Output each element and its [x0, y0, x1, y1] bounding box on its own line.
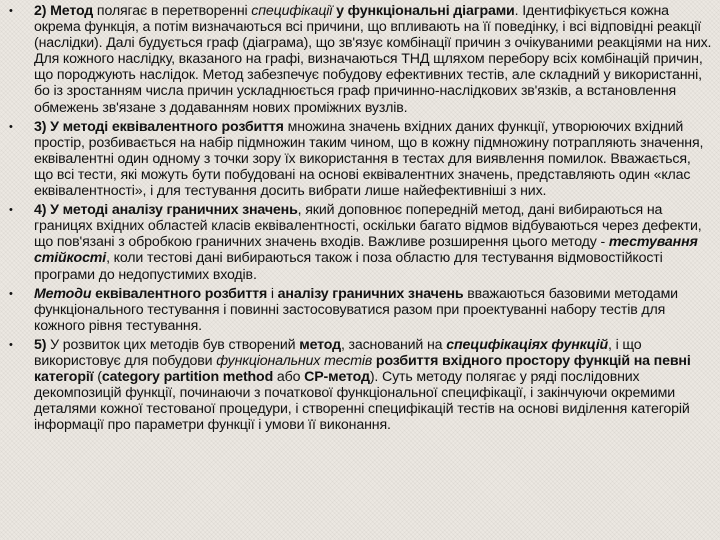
bullet-text — [34, 3, 711, 116]
bullet-item-2 — [9, 119, 713, 199]
bullet-item-4 — [9, 286, 713, 334]
text-run: вважаються базовими методами функціонального тестування і повинні застосовуватися разом при проектуванні набору тестів для кожного рівня тестування. — [34, 285, 678, 334]
text-run: 3) У — [34, 118, 63, 135]
text-run: ( — [93, 369, 102, 386]
text-run: множина значень вхідних даних функції, утворюючих вхідний простір, розбивається на набір підмножин таким чином, що в кожну підмножину потрапляють значення, еквівалентні один одному з точки зору їх використання в тестах для виявлення помилок. Вважається, що всі тести, які можуть бути побудовані на основі еквівалентних значень, представляють один «клас еквівалентності», і для тестування досить вибрати лише найефективніші з них. — [34, 118, 704, 200]
text-run: category partition method — [101, 369, 274, 386]
text-run: методі аналізу граничних значень — [62, 202, 298, 219]
text-run: , коли тестові дані вибираються також і поза областю для тестування відмовостійкості програми до недопустимих входів. — [34, 250, 663, 283]
text-run: специфікаціях функцій — [446, 336, 608, 353]
text-run: 2) Метод — [34, 3, 94, 19]
text-run: у функціональні діаграми — [332, 3, 515, 19]
bullet-dot-icon: • — [9, 287, 13, 300]
text-run: або — [273, 369, 305, 386]
text-run: методі еквівалентного розбиття — [62, 118, 284, 135]
bullet-item-1 — [9, 3, 713, 116]
text-run: Методи — [34, 285, 92, 302]
text-run: і — [267, 285, 278, 302]
bullet-dot-icon: • — [9, 120, 13, 133]
text-run: , який доповнює попередній метод, дані вибираються на границях вхідних областей класів еквівалентності, оскільки багато відмов відбуваються через дефекти, що пов'язані з обробкою граничних значень входів. Важливе розширення цього методу - — [34, 202, 702, 251]
text-run: ). Суть методу полягає у ряді послідовних декомпозицій функції, починаючи з початкової функціональної специфікації, і закінчуючи окремими деталями кожної тестованої процедури, і створенні специфікацій тестів на основі виділення категорій інформації про параметри функції і умови її виконання. — [34, 369, 690, 434]
bullet-dot-icon: • — [9, 5, 13, 17]
text-run: функціональних тестів — [216, 352, 373, 369]
text-run: метод — [299, 336, 341, 353]
bullet-text — [34, 337, 691, 433]
text-run: аналізу граничних значень — [277, 285, 464, 302]
text-run: полягає в перетворенні — [93, 3, 252, 19]
text-run: СР-метод — [304, 369, 370, 386]
text-run: специфікації — [251, 3, 333, 19]
bullet-text — [34, 119, 703, 199]
bullet-list — [9, 3, 713, 436]
bullet-dot-icon: • — [9, 338, 13, 351]
text-run: У розвиток цих методів був створений — [50, 336, 300, 353]
text-run: , заснований на — [340, 336, 447, 353]
text-run: . Ідентифікується кожна окрема функція, а потім визначаються всі причини, що впливають на її поведінку, і всі відповідні реакції (наслідки). Далі будується граф (діаграма), що зв'язує комбінації причин з очікуваними реакціями на них. Для кожного наслідку, вказаного на графі, визначаються ТНД щляхом перебору всіх комбінацій причин, що породжують наслідок. Метод забезпечує побудову ефективних тестів, але складний у використанні, бо із зростанням числа причин ускладнюється граф причинно-наслідкових зв'язків, а встановлення обмежень зв'язане з додаванням нових проміжних вузлів. — [34, 3, 712, 116]
text-run: 4) У — [34, 202, 63, 219]
text-run: 5) — [34, 336, 51, 353]
bullet-item-5 — [9, 337, 713, 434]
bullet-item-3 — [9, 202, 713, 282]
bullet-text — [34, 202, 702, 282]
bullet-dot-icon: • — [9, 204, 13, 217]
text-run: розбиття вхідного простору функцій на певні категорії — [34, 352, 691, 386]
text-run: , і що використовує для побудови — [34, 336, 642, 369]
text-run: еквівалентного розбиття — [91, 285, 268, 302]
text-run: тестування стійкості — [34, 234, 698, 267]
bullet-text — [34, 286, 678, 334]
